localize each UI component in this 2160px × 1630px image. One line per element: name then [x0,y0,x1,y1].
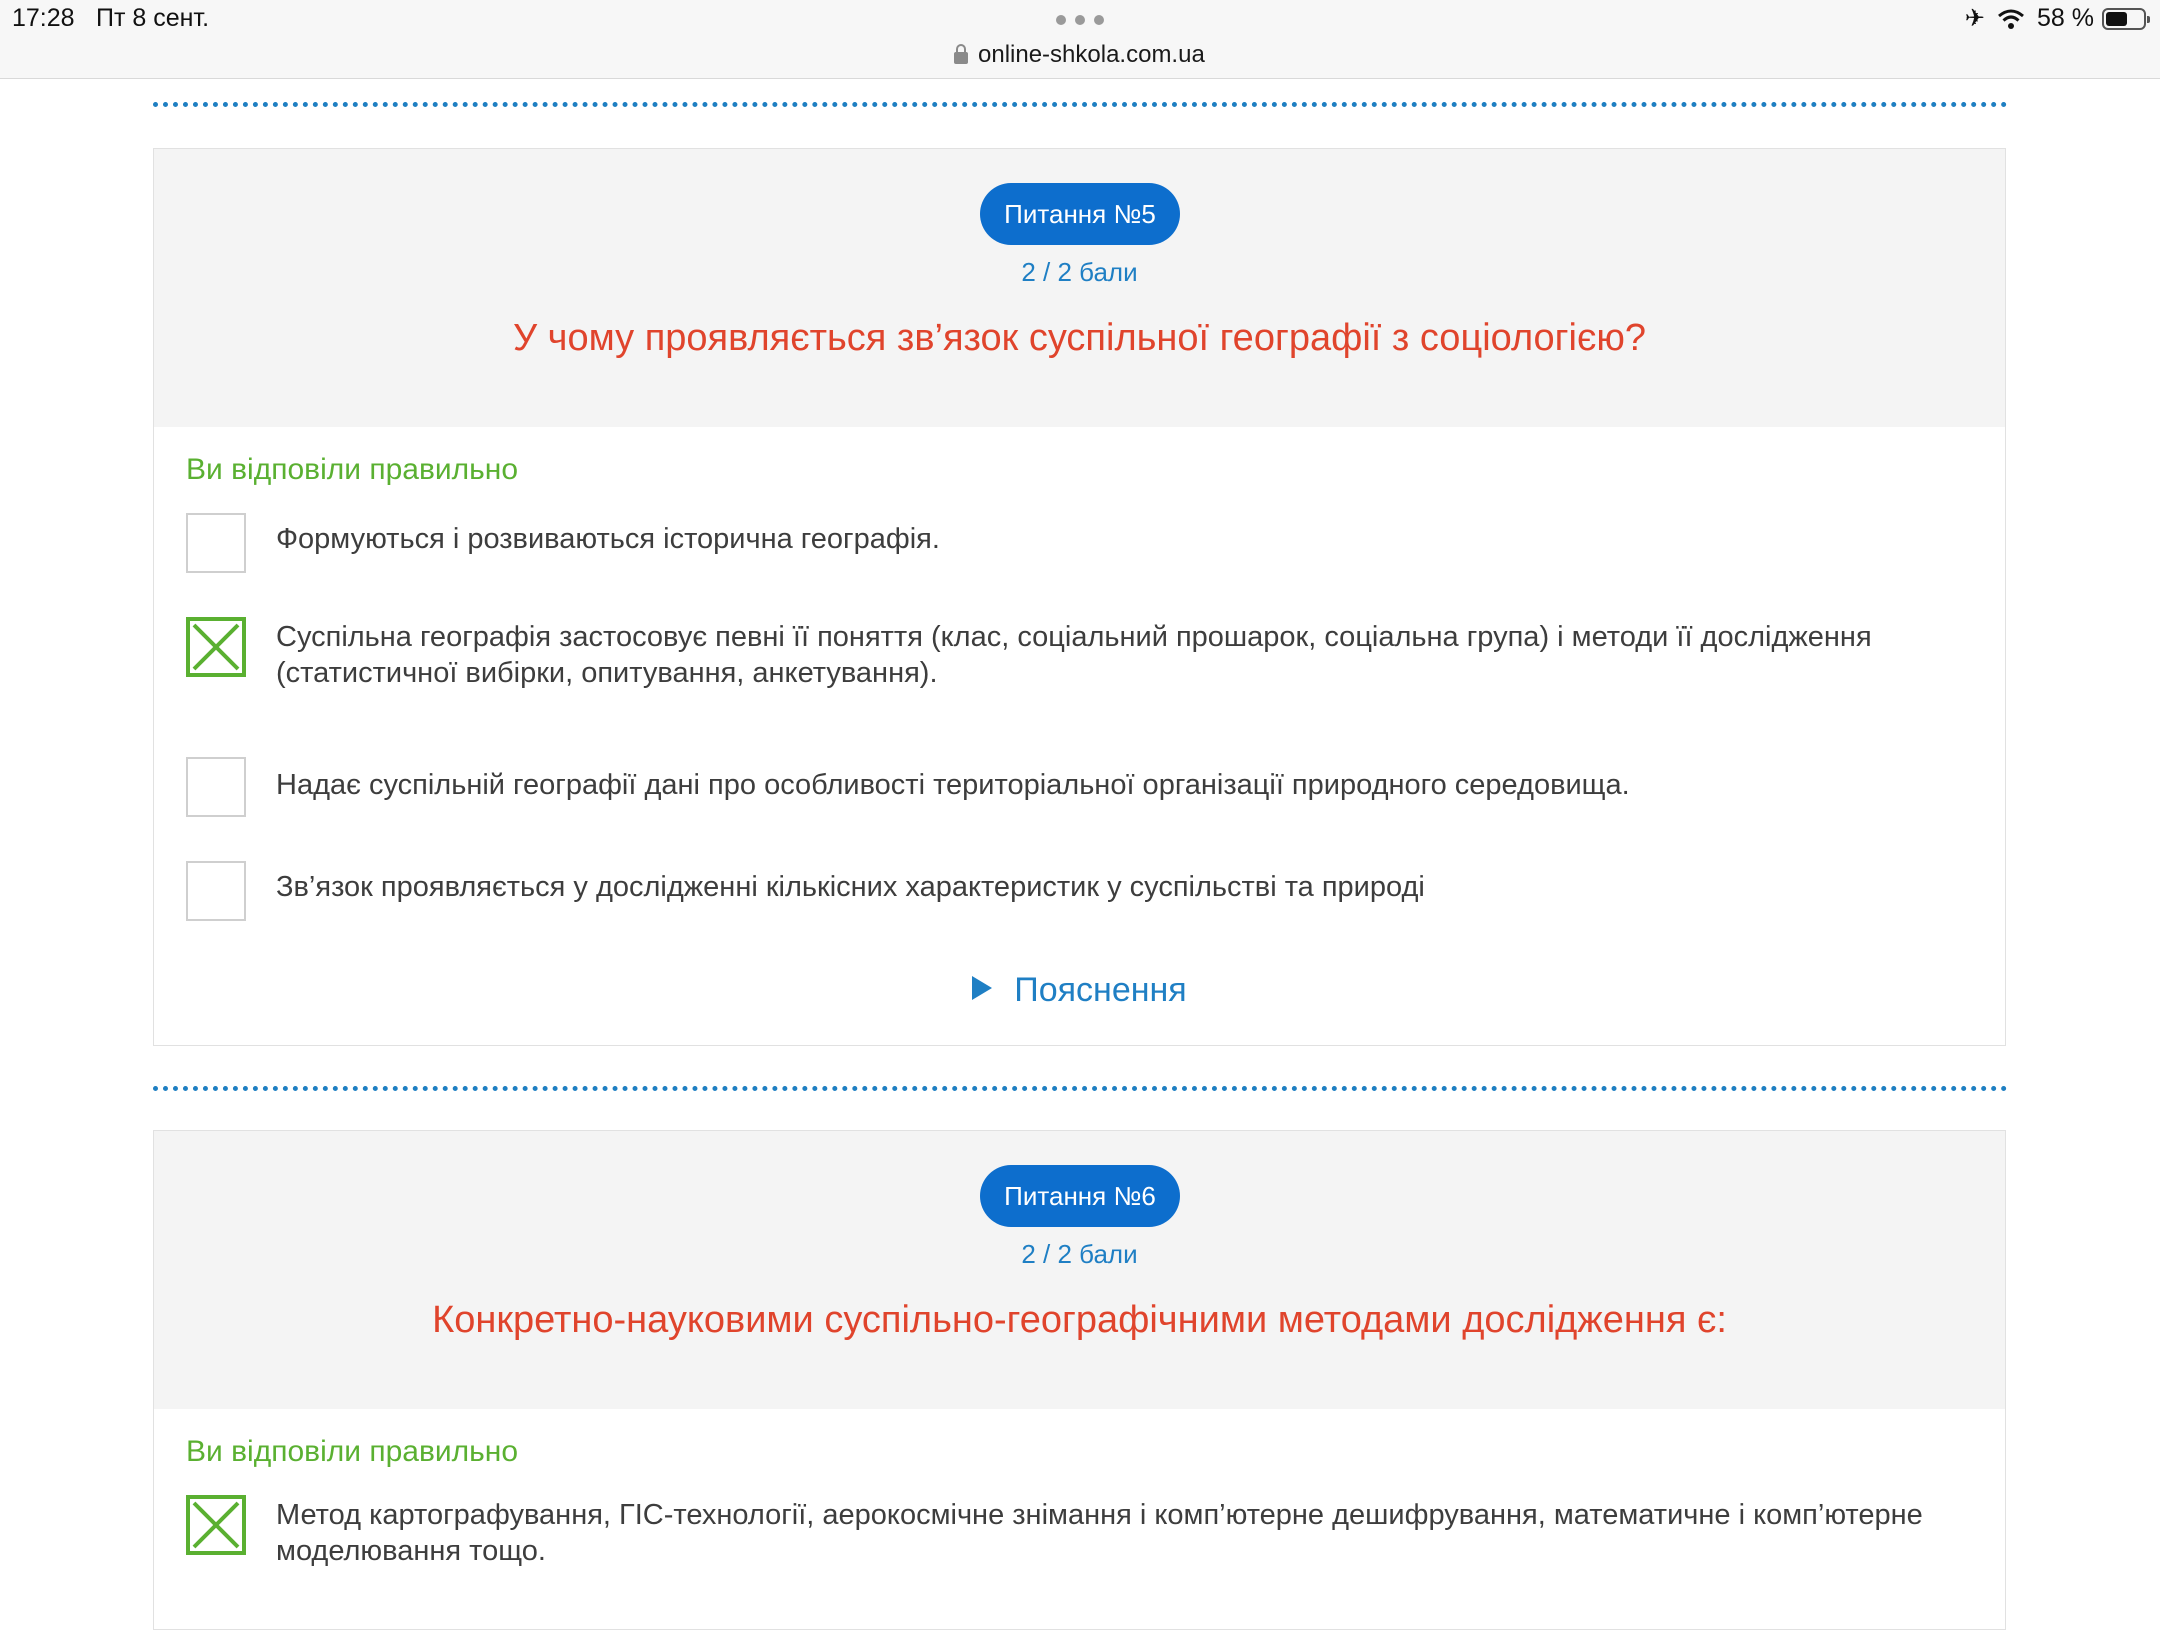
battery-percent: 58 % [2037,4,2094,32]
explanation-label: Пояснення [1014,971,1187,1009]
answer-option[interactable] [186,757,1986,817]
answer-checkbox[interactable] [186,757,246,817]
clock: 17:28 [12,4,75,32]
play-triangle-icon [972,976,992,1000]
question-card [153,148,2006,1046]
status-bar [0,0,2160,79]
answer-text: Надає суспільній географії дані про особливості територіальної організації природного середовища. [276,769,1630,801]
section-divider [153,102,2008,107]
lock-icon [954,52,968,64]
answer-checkbox-checked[interactable] [186,617,246,677]
question-card [153,1130,2006,1630]
question-title: У чому проявляється зв’язок суспільної географії з соціологією? [512,317,1647,359]
answer-text: Зв’язок проявляється у дослідженні кількісних характеристик у суспільстві та природі [276,871,1425,903]
question-header [154,149,2005,427]
battery-icon [2102,8,2146,30]
status-indicators [1965,4,2146,33]
battery-fill [2106,12,2127,26]
cross-check-icon [190,1499,242,1551]
wifi-icon [1997,8,2025,30]
answer-text: Метод картографування, ГІС-технології, аерокосмічне знімання і комп’ютерне дешифрування, математичне і комп’ютерне моделювання тощо. [276,1499,1923,1567]
section-divider [153,1086,2008,1091]
answer-option[interactable] [186,617,1986,697]
address-bar[interactable] [954,38,1205,72]
result-label: Ви відповіли правильно [186,1435,519,1468]
question-title: Конкретно-науковими суспільно-географічними методами дослідження є: [432,1299,1727,1341]
multitasking-dots-icon[interactable] [1056,9,1104,31]
answer-text: Суспільна географія застосовує певні її поняття (клас, соціальний прошарок, соціальна група) і методи її дослідження (статистичної вибірки, опитування, анкетування). [276,621,1872,689]
answer-checkbox[interactable] [186,861,246,921]
answer-option[interactable] [186,513,1986,573]
question-score: 2 / 2 бали [1021,1239,1138,1269]
explanation-toggle[interactable] [154,971,2005,1010]
question-score: 2 / 2 бали [1021,257,1138,287]
question-header [154,1131,2005,1409]
answer-checkbox-checked[interactable] [186,1495,246,1555]
date: Пт 8 сент. [96,4,210,32]
answer-checkbox[interactable] [186,513,246,573]
result-label: Ви відповіли правильно [186,453,519,486]
question-number-badge: Питання №5 [980,183,1180,245]
answer-option[interactable] [186,1495,1986,1575]
answer-option[interactable] [186,861,1986,921]
answer-text: Формуються і розвиваються історична географія. [276,523,940,555]
cross-check-icon [190,621,242,673]
question-number-badge: Питання №6 [980,1165,1180,1227]
airplane-icon: ✈ [1964,5,1986,32]
url-text: online-shkola.com.ua [978,41,1205,68]
